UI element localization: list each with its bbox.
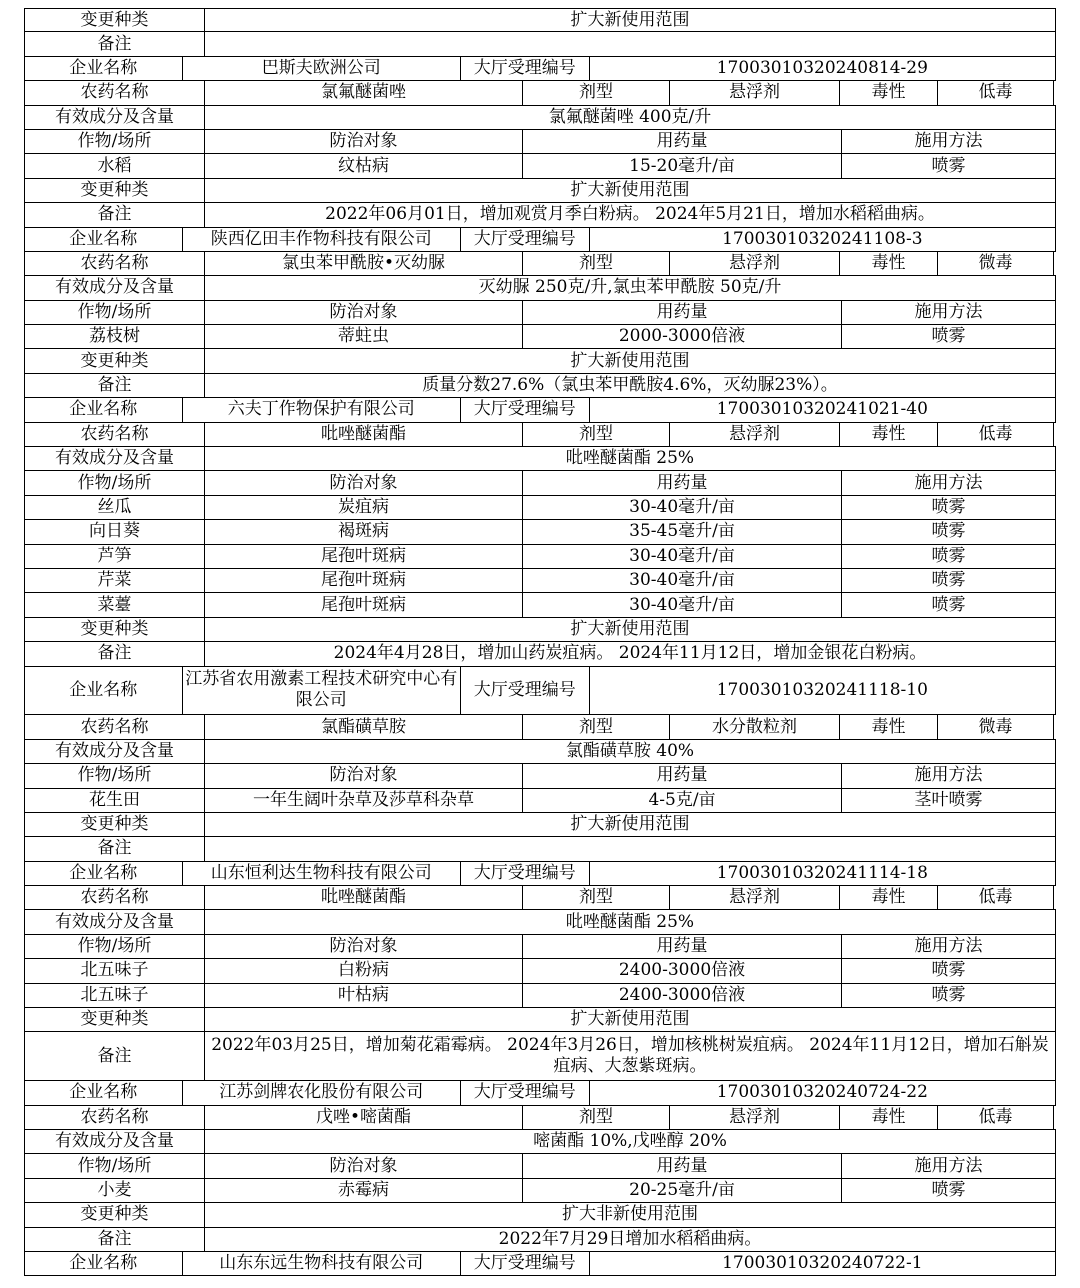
target-value: 叶枯病 <box>204 984 522 1007</box>
target-header: 防治对象 <box>204 130 522 153</box>
hall-number-value: 17003010320241114-18 <box>589 862 1056 885</box>
dosage-value: 4-5克/亩 <box>522 789 841 812</box>
crop-header-row <box>24 471 1056 495</box>
row-label: 有效成分及含量 <box>24 276 204 299</box>
row-value <box>204 32 1056 55</box>
dosage-value: 30-40毫升/亩 <box>522 496 841 519</box>
dosage-value: 30-40毫升/亩 <box>522 569 841 592</box>
kv-row <box>24 910 1056 934</box>
hall-number-label: 大厅受理编号 <box>460 228 589 251</box>
crop-header: 作物/场所 <box>24 1154 204 1177</box>
method-value: 喷雾 <box>841 1179 1056 1202</box>
formulation-value: 悬浮剂 <box>669 81 839 104</box>
formulation-value: 悬浮剂 <box>669 1106 839 1129</box>
row-value: 扩大新使用范围 <box>204 179 1056 202</box>
crop-row <box>24 593 1056 617</box>
row-value: 2024年4月28日，增加山药炭疽病。 2024年11月12日，增加金银花白粉病。 <box>204 642 1056 665</box>
row-value: 2022年06月01日，增加观赏月季白粉病。 2024年5月21日，增加水稻稻曲病。 <box>204 203 1056 226</box>
kv-row <box>24 813 1056 837</box>
company-row <box>24 667 1056 716</box>
hall-number-label: 大厅受理编号 <box>460 1081 589 1104</box>
row-label: 备注 <box>24 374 204 397</box>
hall-number-label: 大厅受理编号 <box>460 398 589 421</box>
toxicity-label: 毒性 <box>839 1106 937 1129</box>
crop-header-row <box>24 1154 1056 1178</box>
pesticide-row <box>24 252 1056 276</box>
toxicity-value: 低毒 <box>937 423 1054 446</box>
crop-name: 荔枝树 <box>24 325 204 348</box>
kv-row <box>24 618 1056 642</box>
pesticide-label: 农药名称 <box>24 81 204 104</box>
crop-name: 小麦 <box>24 1179 204 1202</box>
row-label: 备注 <box>24 32 204 55</box>
row-label: 备注 <box>24 837 204 860</box>
toxicity-value: 低毒 <box>937 886 1054 909</box>
method-value: 喷雾 <box>841 593 1056 616</box>
method-value: 喷雾 <box>841 325 1056 348</box>
pesticide-row <box>24 886 1056 910</box>
company-row <box>24 228 1056 252</box>
kv-row <box>24 349 1056 373</box>
dosage-header: 用药量 <box>522 301 841 324</box>
crop-name: 北五味子 <box>24 984 204 1007</box>
company-row <box>24 1252 1056 1276</box>
crop-row <box>24 520 1056 544</box>
crop-name: 菜薹 <box>24 593 204 616</box>
row-value: 质量分数27.6%（氯虫苯甲酰胺4.6%，灭幼脲23%）。 <box>204 374 1056 397</box>
method-value: 喷雾 <box>841 154 1056 177</box>
pesticide-name: 吡唑醚菌酯 <box>204 886 522 909</box>
dosage-header: 用药量 <box>522 1154 841 1177</box>
pesticide-label: 农药名称 <box>24 715 204 738</box>
pesticide-label: 农药名称 <box>24 1106 204 1129</box>
dosage-header: 用药量 <box>522 130 841 153</box>
row-label: 变更种类 <box>24 1008 204 1031</box>
crop-header: 作物/场所 <box>24 301 204 324</box>
toxicity-label: 毒性 <box>839 886 937 909</box>
company-label: 企业名称 <box>24 862 182 885</box>
dosage-value: 2400-3000倍液 <box>522 959 841 982</box>
kv-row <box>24 374 1056 398</box>
toxicity-value: 微毒 <box>937 252 1054 275</box>
formulation-label: 剂型 <box>522 886 669 909</box>
company-name: 江苏省农用激素工程技术研究中心有限公司 <box>182 667 460 715</box>
row-label: 变更种类 <box>24 349 204 372</box>
hall-number-value: 17003010320241118-10 <box>589 667 1056 715</box>
crop-row <box>24 789 1056 813</box>
crop-header-row <box>24 301 1056 325</box>
company-row <box>24 862 1056 886</box>
pesticide-label: 农药名称 <box>24 886 204 909</box>
method-value: 喷雾 <box>841 569 1056 592</box>
row-value: 嘧菌酯 10%,戊唑醇 20% <box>204 1130 1056 1153</box>
method-value: 喷雾 <box>841 545 1056 568</box>
dosage-value: 30-40毫升/亩 <box>522 545 841 568</box>
method-header: 施用方法 <box>841 1154 1056 1177</box>
kv-row <box>24 1008 1056 1032</box>
row-label: 备注 <box>24 1032 204 1080</box>
row-value: 吡唑醚菌酯 25% <box>204 910 1056 933</box>
kv-row <box>24 1130 1056 1154</box>
crop-row <box>24 325 1056 349</box>
crop-row <box>24 1179 1056 1203</box>
kv-row <box>24 179 1056 203</box>
crop-name: 丝瓜 <box>24 496 204 519</box>
formulation-label: 剂型 <box>522 715 669 738</box>
hall-number-label: 大厅受理编号 <box>460 1252 589 1275</box>
formulation-label: 剂型 <box>522 1106 669 1129</box>
hall-number-value: 17003010320241021-40 <box>589 398 1056 421</box>
kv-row <box>24 8 1056 32</box>
target-value: 尾孢叶斑病 <box>204 569 522 592</box>
pesticide-name: 氯酯磺草胺 <box>204 715 522 738</box>
kv-row <box>24 276 1056 300</box>
company-row <box>24 1081 1056 1105</box>
crop-row <box>24 154 1056 178</box>
crop-header-row <box>24 764 1056 788</box>
dosage-value: 15-20毫升/亩 <box>522 154 841 177</box>
pesticide-row <box>24 423 1056 447</box>
crop-name: 芹菜 <box>24 569 204 592</box>
crop-name: 向日葵 <box>24 520 204 543</box>
method-header: 施用方法 <box>841 764 1056 787</box>
row-value: 灭幼脲 250克/升,氯虫苯甲酰胺 50克/升 <box>204 276 1056 299</box>
toxicity-label: 毒性 <box>839 715 937 738</box>
crop-name: 花生田 <box>24 789 204 812</box>
target-header: 防治对象 <box>204 935 522 958</box>
kv-row <box>24 740 1056 764</box>
target-value: 白粉病 <box>204 959 522 982</box>
hall-number-value: 17003010320240814-29 <box>589 57 1056 80</box>
company-label: 企业名称 <box>24 228 182 251</box>
row-value: 扩大新使用范围 <box>204 813 1056 836</box>
toxicity-label: 毒性 <box>839 252 937 275</box>
pesticide-name: 氯虫苯甲酰胺•灭幼脲 <box>204 252 522 275</box>
company-name: 山东东远生物科技有限公司 <box>182 1252 460 1275</box>
dosage-value: 20-25毫升/亩 <box>522 1179 841 1202</box>
crop-header-row <box>24 130 1056 154</box>
row-label: 有效成分及含量 <box>24 447 204 470</box>
row-value: 氯酯磺草胺 40% <box>204 740 1056 763</box>
hall-number-value: 17003010320240722-1 <box>589 1252 1056 1275</box>
kv-row <box>24 203 1056 227</box>
dosage-value: 35-45毫升/亩 <box>522 520 841 543</box>
method-header: 施用方法 <box>841 935 1056 958</box>
pesticide-name: 戊唑•嘧菌酯 <box>204 1106 522 1129</box>
formulation-value: 悬浮剂 <box>669 886 839 909</box>
company-row <box>24 57 1056 81</box>
row-value: 扩大新使用范围 <box>204 1008 1056 1031</box>
crop-row <box>24 569 1056 593</box>
dosage-header: 用药量 <box>522 471 841 494</box>
row-label: 变更种类 <box>24 813 204 836</box>
company-label: 企业名称 <box>24 398 182 421</box>
dosage-header: 用药量 <box>522 764 841 787</box>
hall-number-value: 17003010320241108-3 <box>589 228 1056 251</box>
method-value: 喷雾 <box>841 959 1056 982</box>
toxicity-label: 毒性 <box>839 423 937 446</box>
kv-row <box>24 1228 1056 1252</box>
kv-row <box>24 32 1056 56</box>
hall-number-label: 大厅受理编号 <box>460 57 589 80</box>
pesticide-row <box>24 81 1056 105</box>
target-header: 防治对象 <box>204 471 522 494</box>
pesticide-row <box>24 715 1056 739</box>
target-value: 炭疽病 <box>204 496 522 519</box>
row-value: 扩大新使用范围 <box>204 618 1056 641</box>
row-label: 备注 <box>24 642 204 665</box>
target-value: 褐斑病 <box>204 520 522 543</box>
toxicity-value: 低毒 <box>937 1106 1054 1129</box>
crop-header: 作物/场所 <box>24 471 204 494</box>
row-value: 扩大非新使用范围 <box>204 1203 1056 1226</box>
dosage-value: 30-40毫升/亩 <box>522 593 841 616</box>
company-label: 企业名称 <box>24 1252 182 1275</box>
company-row <box>24 398 1056 422</box>
company-name: 江苏剑牌农化股份有限公司 <box>182 1081 460 1104</box>
pesticide-name: 吡唑醚菌酯 <box>204 423 522 446</box>
dosage-value: 2000-3000倍液 <box>522 325 841 348</box>
company-name: 六夫丁作物保护有限公司 <box>182 398 460 421</box>
row-label: 有效成分及含量 <box>24 106 204 129</box>
kv-row <box>24 1032 1056 1081</box>
crop-header: 作物/场所 <box>24 935 204 958</box>
toxicity-label: 毒性 <box>839 81 937 104</box>
row-label: 变更种类 <box>24 9 204 31</box>
method-value: 茎叶喷雾 <box>841 789 1056 812</box>
row-value <box>204 837 1056 860</box>
formulation-label: 剂型 <box>522 423 669 446</box>
formulation-value: 水分散粒剂 <box>669 715 839 738</box>
row-label: 变更种类 <box>24 618 204 641</box>
formulation-value: 悬浮剂 <box>669 423 839 446</box>
row-value: 2022年7月29日增加水稻稻曲病。 <box>204 1228 1056 1251</box>
company-label: 企业名称 <box>24 667 182 715</box>
row-label: 备注 <box>24 1228 204 1251</box>
method-value: 喷雾 <box>841 496 1056 519</box>
target-value: 蒂蛀虫 <box>204 325 522 348</box>
method-value: 喷雾 <box>841 520 1056 543</box>
target-value: 纹枯病 <box>204 154 522 177</box>
kv-row <box>24 837 1056 861</box>
dosage-value: 2400-3000倍液 <box>522 984 841 1007</box>
crop-header: 作物/场所 <box>24 130 204 153</box>
kv-row <box>24 106 1056 130</box>
company-name: 巴斯夫欧洲公司 <box>182 57 460 80</box>
crop-row <box>24 545 1056 569</box>
crop-row <box>24 984 1056 1008</box>
crop-header-row <box>24 935 1056 959</box>
crop-row <box>24 496 1056 520</box>
kv-row <box>24 642 1056 666</box>
hall-number-label: 大厅受理编号 <box>460 667 589 715</box>
dosage-header: 用药量 <box>522 935 841 958</box>
method-value: 喷雾 <box>841 984 1056 1007</box>
target-value: 尾孢叶斑病 <box>204 593 522 616</box>
formulation-value: 悬浮剂 <box>669 252 839 275</box>
method-header: 施用方法 <box>841 301 1056 324</box>
target-header: 防治对象 <box>204 301 522 324</box>
hall-number-value: 17003010320240724-22 <box>589 1081 1056 1104</box>
row-label: 有效成分及含量 <box>24 740 204 763</box>
method-header: 施用方法 <box>841 471 1056 494</box>
toxicity-value: 微毒 <box>937 715 1054 738</box>
target-value: 赤霉病 <box>204 1179 522 1202</box>
crop-name: 北五味子 <box>24 959 204 982</box>
target-header: 防治对象 <box>204 1154 522 1177</box>
row-value: 氯氟醚菌唑 400克/升 <box>204 106 1056 129</box>
row-label: 有效成分及含量 <box>24 1130 204 1153</box>
company-name: 陕西亿田丰作物科技有限公司 <box>182 228 460 251</box>
row-value: 2022年03月25日，增加菊花霜霉病。 2024年3月26日，增加核桃树炭疽病。 2024年11月12日，增加石斛炭疽病、大葱紫斑病。 <box>204 1032 1056 1080</box>
company-label: 企业名称 <box>24 57 182 80</box>
crop-name: 芦笋 <box>24 545 204 568</box>
kv-row <box>24 1203 1056 1227</box>
row-label: 有效成分及含量 <box>24 910 204 933</box>
pesticide-label: 农药名称 <box>24 423 204 446</box>
target-value: 一年生阔叶杂草及莎草科杂草 <box>204 789 522 812</box>
company-label: 企业名称 <box>24 1081 182 1104</box>
row-value: 吡唑醚菌酯 25% <box>204 447 1056 470</box>
row-label: 备注 <box>24 203 204 226</box>
formulation-label: 剂型 <box>522 81 669 104</box>
pesticide-label: 农药名称 <box>24 252 204 275</box>
crop-header: 作物/场所 <box>24 764 204 787</box>
row-value: 扩大新使用范围 <box>204 9 1056 31</box>
target-header: 防治对象 <box>204 764 522 787</box>
target-value: 尾孢叶斑病 <box>204 545 522 568</box>
toxicity-value: 低毒 <box>937 81 1054 104</box>
row-label: 变更种类 <box>24 179 204 202</box>
pesticide-row <box>24 1106 1056 1130</box>
registration-table <box>24 8 1056 1276</box>
kv-row <box>24 447 1056 471</box>
crop-row <box>24 959 1056 983</box>
crop-name: 水稻 <box>24 154 204 177</box>
row-label: 变更种类 <box>24 1203 204 1226</box>
company-name: 山东恒利达生物科技有限公司 <box>182 862 460 885</box>
hall-number-label: 大厅受理编号 <box>460 862 589 885</box>
method-header: 施用方法 <box>841 130 1056 153</box>
row-value: 扩大新使用范围 <box>204 349 1056 372</box>
formulation-label: 剂型 <box>522 252 669 275</box>
pesticide-name: 氯氟醚菌唑 <box>204 81 522 104</box>
